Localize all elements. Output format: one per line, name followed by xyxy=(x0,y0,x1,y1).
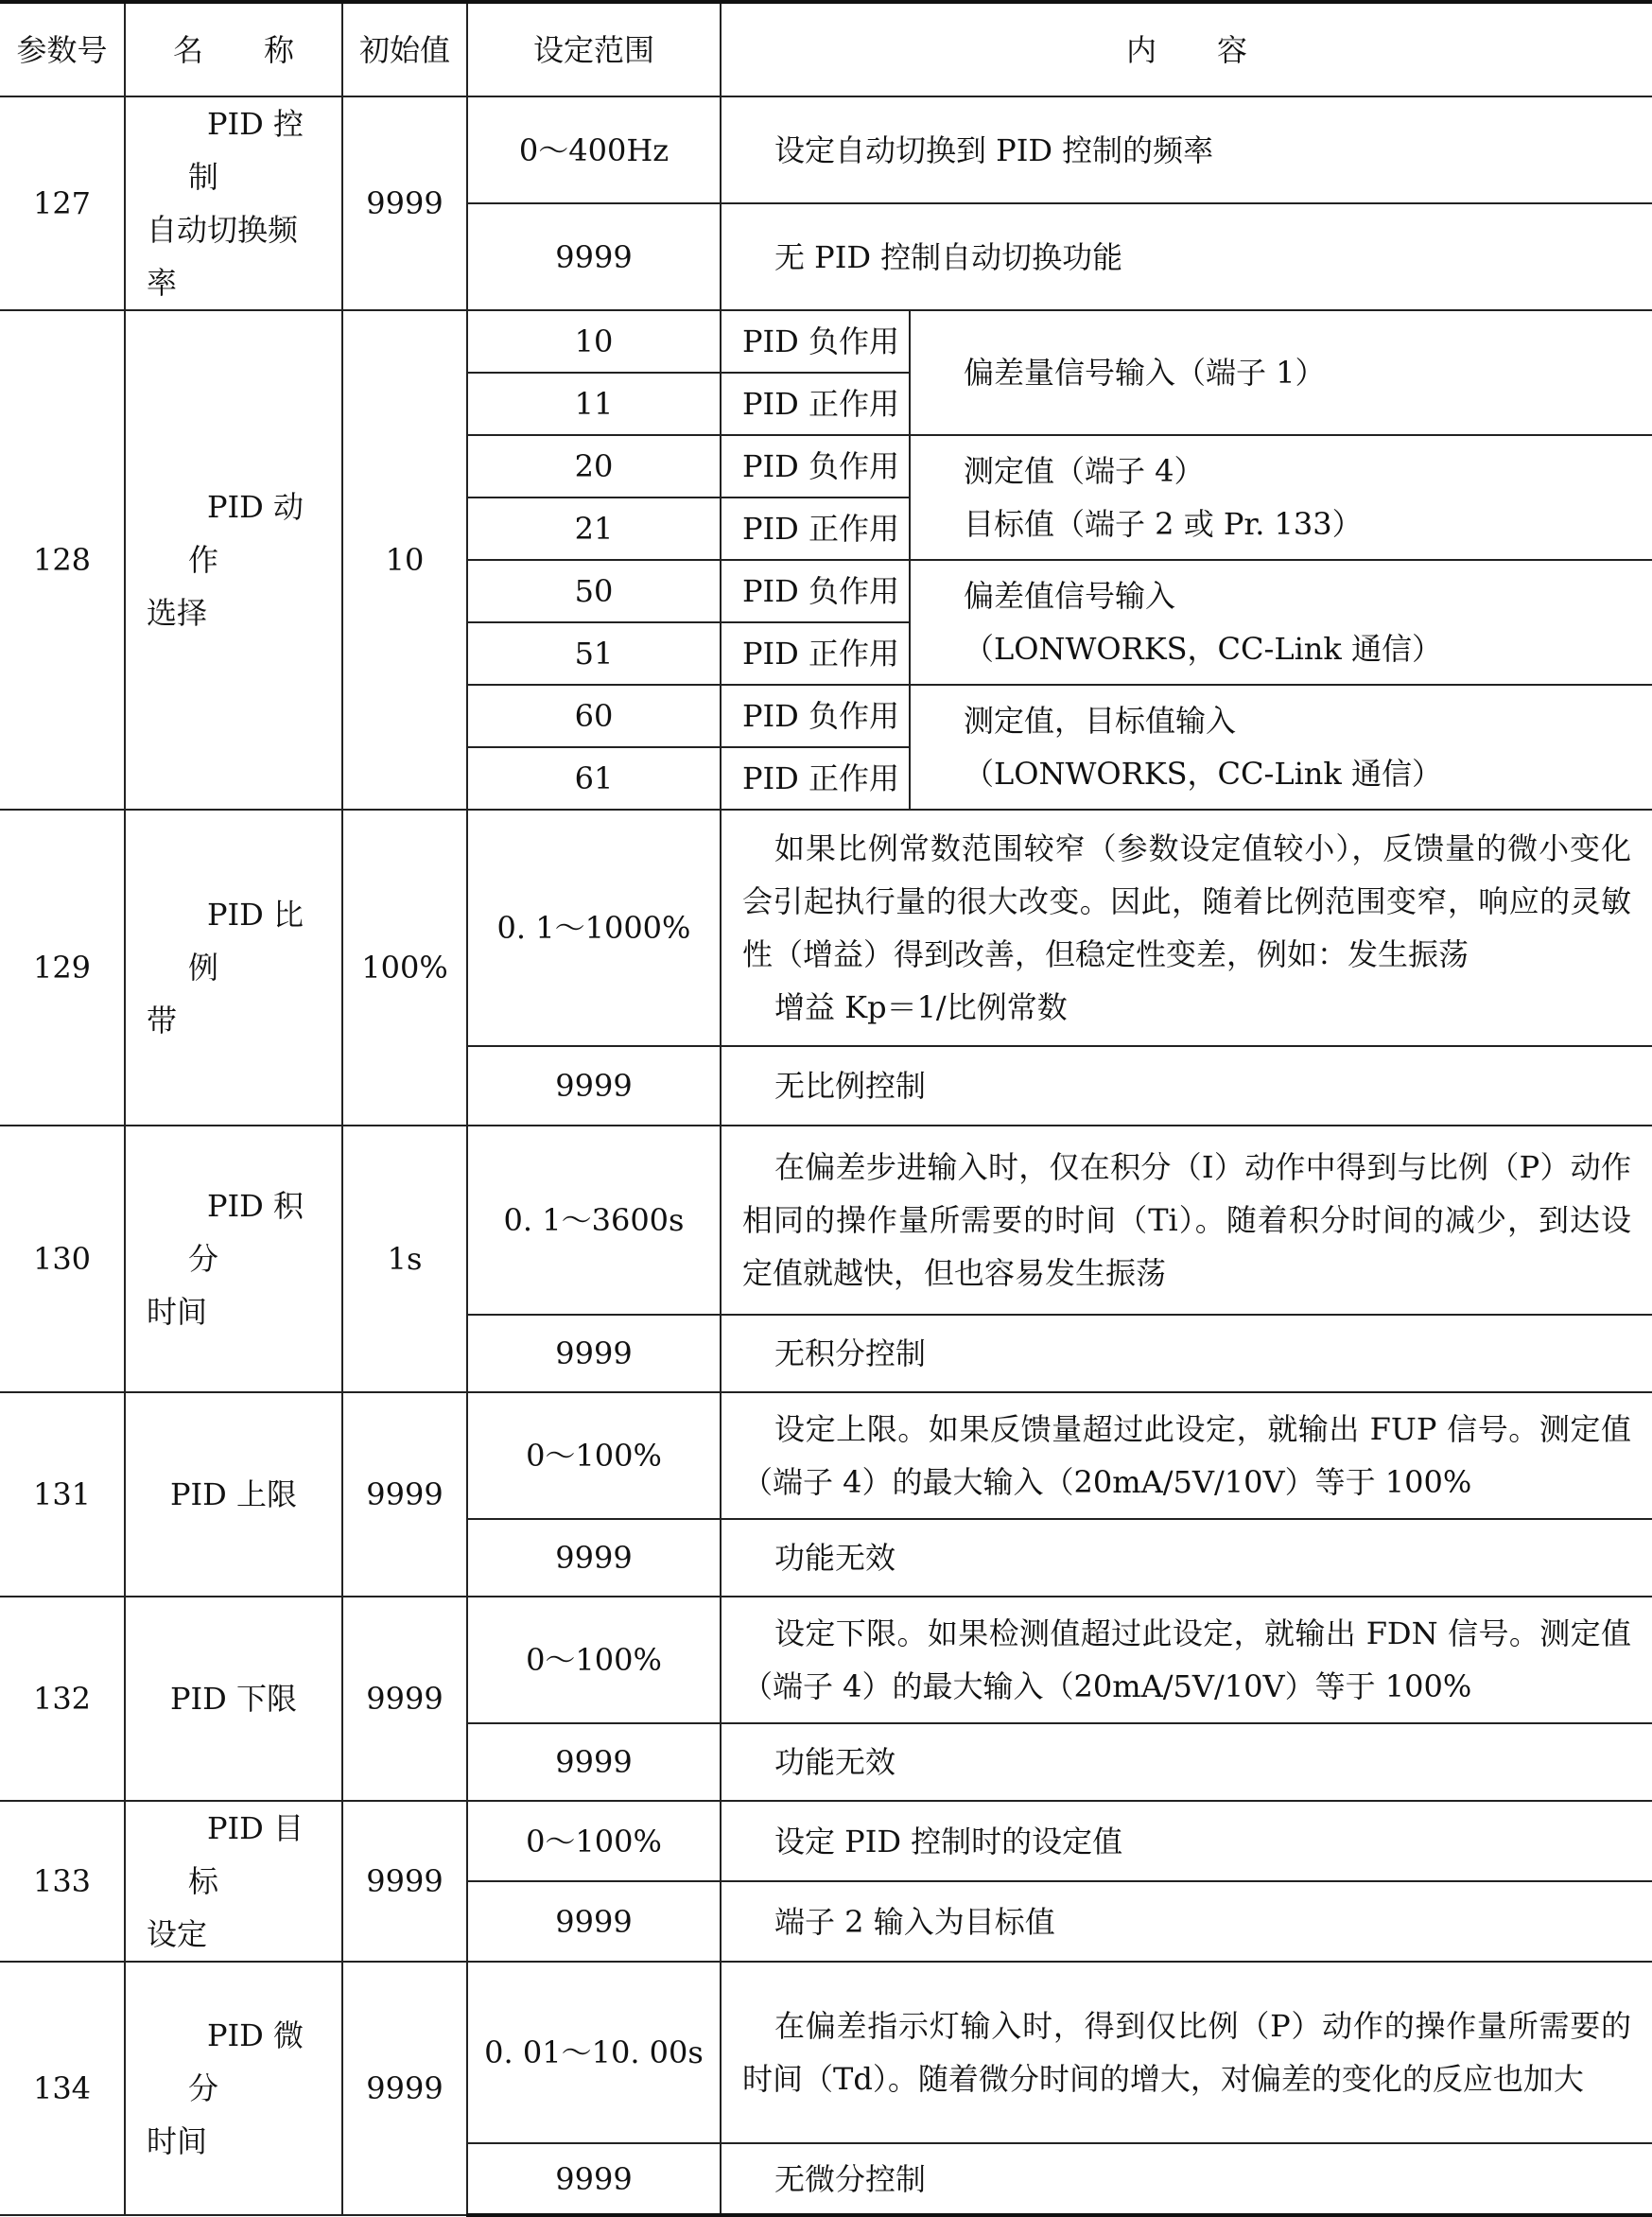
content-text: 如果比例常数范围较窄（参数设定值较小），反馈量的微小变化会引起执行量的很大改变。因此，随着比例范围变窄，响应的灵敏性（增益）得到改善，但稳定性变差，例如：发生振荡 增益 Kp＝1/比例常数 xyxy=(721,810,1652,1046)
initial-value: 9999 xyxy=(342,1801,467,1962)
param-name: PID 上限 xyxy=(125,1392,342,1597)
param-no: 128 xyxy=(0,310,125,810)
table-row xyxy=(0,1597,1652,1723)
setting-range: 9999 xyxy=(467,1519,721,1597)
header-name: 名 称 xyxy=(125,2,342,96)
header-row xyxy=(0,2,1652,96)
setting-value: 20 xyxy=(467,435,721,498)
header-range: 设定范围 xyxy=(467,2,721,96)
content-text: 设定 PID 控制时的设定值 xyxy=(721,1801,1652,1881)
param-no: 134 xyxy=(0,1962,125,2215)
param-name: PID 控 制 自动切换频 率 xyxy=(125,96,342,310)
initial-value: 100% xyxy=(342,810,467,1126)
setting-range: 0. 01～10. 00s xyxy=(467,1962,721,2143)
setting-range: 0. 1～1000% xyxy=(467,810,721,1046)
setting-range: 9999 xyxy=(467,203,721,310)
table-row xyxy=(0,310,1652,373)
setting-range: 9999 xyxy=(467,1881,721,1962)
table-row xyxy=(0,810,1652,1046)
param-no: 129 xyxy=(0,810,125,1126)
setting-value: 51 xyxy=(467,622,721,685)
content-text: 无微分控制 xyxy=(721,2143,1652,2215)
table-row xyxy=(0,1126,1652,1315)
setting-range: 9999 xyxy=(467,1046,721,1126)
setting-range: 9999 xyxy=(467,1315,721,1392)
action-type: PID 负作用 xyxy=(721,310,910,373)
content-text: 功能无效 xyxy=(721,1723,1652,1801)
table-row xyxy=(0,1801,1652,1881)
header-param-no: 参数号 xyxy=(0,2,125,96)
setting-value: 60 xyxy=(467,685,721,747)
content-text: 在偏差指示灯输入时，得到仅比例（P）动作的操作量所需要的时间（Td）。随着微分时间的增大，对偏差的变化的反应也加大 xyxy=(721,1962,1652,2143)
action-description: 测定值，目标值输入 （LONWORKS，CC-Link 通信） xyxy=(910,685,1652,810)
param-name: PID 下限 xyxy=(125,1597,342,1801)
content-text: 无比例控制 xyxy=(721,1046,1652,1126)
header-content: 内 容 xyxy=(721,2,1652,96)
action-description: 偏差值信号输入 （LONWORKS，CC-Link 通信） xyxy=(910,560,1652,685)
setting-range: 0～400Hz xyxy=(467,96,721,203)
content-text: 设定上限。如果反馈量超过此设定，就输出 FUP 信号。测定值（端子 4）的最大输入（20mA/5V/10V）等于 100% xyxy=(721,1392,1652,1519)
setting-value: 61 xyxy=(467,747,721,810)
param-no: 127 xyxy=(0,96,125,310)
param-no: 130 xyxy=(0,1126,125,1392)
setting-range: 9999 xyxy=(467,2143,721,2215)
initial-value: 9999 xyxy=(342,1392,467,1597)
action-type: PID 正作用 xyxy=(721,622,910,685)
header-initial: 初始值 xyxy=(342,2,467,96)
setting-range: 0～100% xyxy=(467,1597,721,1723)
table-row xyxy=(0,96,1652,203)
table-row xyxy=(0,1392,1652,1519)
param-name: PID 微 分 时间 xyxy=(125,1962,342,2215)
setting-range: 0. 1～3600s xyxy=(467,1126,721,1315)
action-type: PID 正作用 xyxy=(721,373,910,435)
action-type: PID 正作用 xyxy=(721,498,910,560)
param-no: 132 xyxy=(0,1597,125,1801)
setting-value: 10 xyxy=(467,310,721,373)
initial-value: 9999 xyxy=(342,1962,467,2215)
action-type: PID 负作用 xyxy=(721,560,910,622)
content-text: 在偏差步进输入时，仅在积分（I）动作中得到与比例（P）动作相同的操作量所需要的时间（Ti）。随着积分时间的减少，到达设定值就越快，但也容易发生振荡 xyxy=(721,1126,1652,1315)
param-no: 133 xyxy=(0,1801,125,1962)
content-text: 设定下限。如果检测值超过此设定，就输出 FDN 信号。测定值（端子 4）的最大输入（20mA/5V/10V）等于 100% xyxy=(721,1597,1652,1723)
param-name: PID 动 作 选择 xyxy=(125,310,342,810)
param-name: PID 积 分 时间 xyxy=(125,1126,342,1392)
action-type: PID 负作用 xyxy=(721,435,910,498)
param-name: PID 目 标 设定 xyxy=(125,1801,342,1962)
initial-value: 9999 xyxy=(342,1597,467,1801)
content-text: 端子 2 输入为目标值 xyxy=(721,1881,1652,1962)
content-text: 无 PID 控制自动切换功能 xyxy=(721,203,1652,310)
initial-value: 10 xyxy=(342,310,467,810)
action-description: 测定值（端子 4） 目标值（端子 2 或 Pr. 133） xyxy=(910,435,1652,560)
setting-value: 21 xyxy=(467,498,721,560)
action-type: PID 正作用 xyxy=(721,747,910,810)
content-text: 功能无效 xyxy=(721,1519,1652,1597)
table-row xyxy=(0,1962,1652,2143)
action-type: PID 负作用 xyxy=(721,685,910,747)
param-name: PID 比 例 带 xyxy=(125,810,342,1126)
initial-value: 9999 xyxy=(342,96,467,310)
setting-range: 0～100% xyxy=(467,1801,721,1881)
content-text: 无积分控制 xyxy=(721,1315,1652,1392)
setting-value: 11 xyxy=(467,373,721,435)
param-no: 131 xyxy=(0,1392,125,1597)
content-text: 设定自动切换到 PID 控制的频率 xyxy=(721,96,1652,203)
setting-range: 9999 xyxy=(467,1723,721,1801)
setting-range: 0～100% xyxy=(467,1392,721,1519)
action-description: 偏差量信号输入（端子 1） xyxy=(910,310,1652,435)
initial-value: 1s xyxy=(342,1126,467,1392)
setting-value: 50 xyxy=(467,560,721,622)
